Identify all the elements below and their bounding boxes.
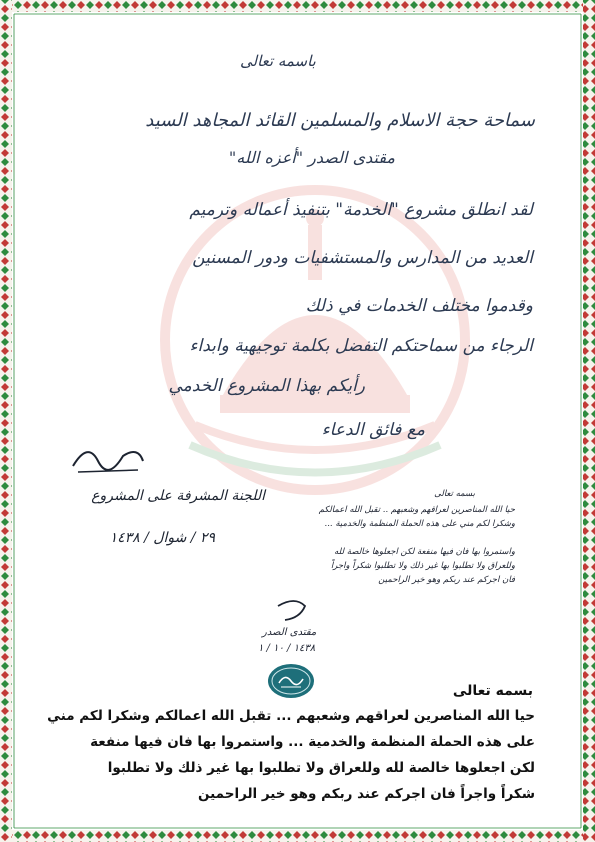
seal-stamp <box>267 663 315 699</box>
letter-body-line: وقدموا مختلف الخدمات في ذلك <box>305 296 533 316</box>
committee-label: اللجنة المشرفة على المشروع <box>91 488 265 504</box>
letter-address-line-2: مقتدى الصدر "أعزه الله" <box>228 148 395 167</box>
border-right <box>583 0 595 842</box>
letter-body-line: الرجاء من سماحتكم التفضل بكلمة توجيهية وابداء <box>189 336 533 356</box>
border-bottom <box>0 830 595 842</box>
letter-body-line: العديد من المدارس والمستشفيات ودور المسنين <box>192 248 533 268</box>
reply-line: واستمروا بها فان فيها منفعة لكن اجعلوها خالصة لله <box>334 547 515 557</box>
reply-line: حيا الله المناصرين لعراقهم وشعبهم .. تقبل الله اعمالكم <box>318 505 515 515</box>
letter-closing: مع فائق الدعاء <box>321 420 425 440</box>
reply-line: وللعراق ولا تطلبوا بها غير ذلك ولا تطلبوا شكراً واجراً <box>330 561 515 571</box>
border-left <box>0 0 12 842</box>
reply-signature-date: ١٤٣٨ / ١٠ / ١ <box>258 643 316 654</box>
reply-basmala: بسمه تعالى <box>434 489 475 499</box>
reply-signature-name: مقتدى الصدر <box>262 627 317 638</box>
letter-body-line: لقد انطلق مشروع "الخدمة" بتنفيذ أعماله وترميم <box>189 200 533 220</box>
letter-address-line-1: سماحة حجة الاسلام والمسلمين القائد المجاهد السيد <box>145 110 535 131</box>
transcript-line: شكراً واجراً فان اجركم عند ربكم وهو خير الراحمين <box>198 786 535 802</box>
letter-date: ٢٩ / شوال / ١٤٣٨ <box>109 530 215 546</box>
reply-line: فان اجركم عند ربكم وهو خير الراحمين <box>378 575 515 585</box>
transcript-line: لكن اجعلوها خالصة لله وللعراق ولا تطلبوا بها غير ذلك ولا تطلبوا <box>107 760 535 776</box>
transcript-heading: بسمه تعالى <box>452 683 533 699</box>
transcript-line: على هذه الحملة المنظمة والخدمية ... واستمروا بها فان فيها منفعة <box>90 734 535 750</box>
reply-line: وشكرا لكم مني على هذه الحملة المنظمة والخدمية ... <box>324 519 515 529</box>
letter-basmala: باسمه تعالى <box>240 52 316 70</box>
letter-body-line: رأيكم بهذا المشروع الخدمي <box>168 376 365 396</box>
border-top <box>0 0 595 12</box>
transcript-line: حيا الله المناصرين لعراقهم وشعبهم ... تقبل الله اعمالكم وشكرا لكم مني <box>47 708 535 724</box>
committee-signature <box>68 436 148 478</box>
reply-signature <box>270 596 320 626</box>
